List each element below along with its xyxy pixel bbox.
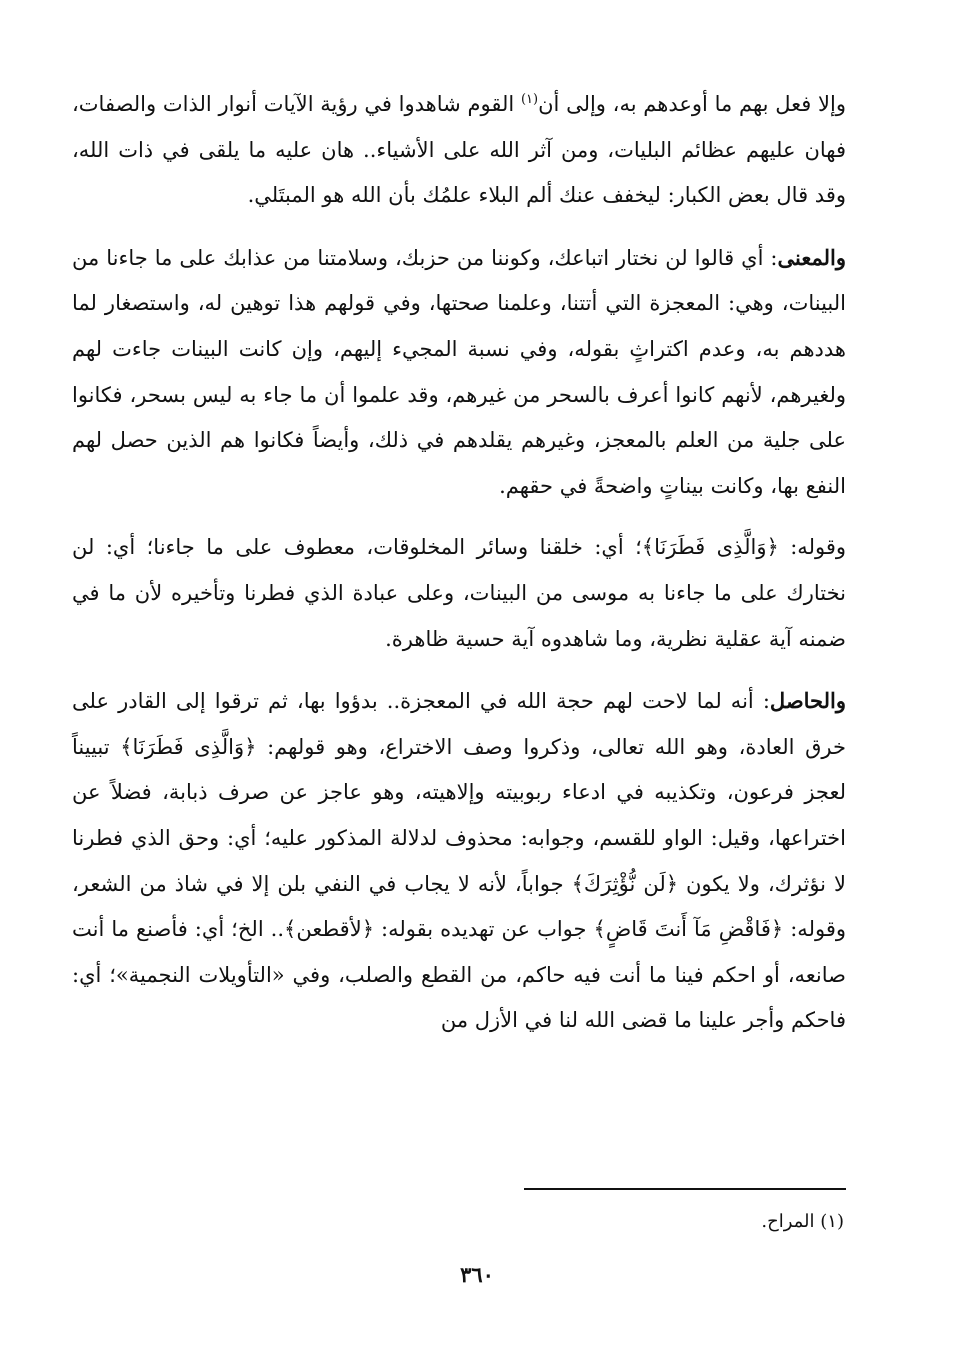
paragraph-4 [72,678,846,1044]
footnote-marker: (١) [820,1211,844,1232]
page-number: ٣٦٠ [460,1262,494,1287]
paragraph-1 [72,82,846,219]
footnote [344,1206,844,1238]
paragraph-4-text: : أنه لما لاحت لهم حجة الله في المعجزة.. بدؤوا بها، ثم ترقوا إلى القادر على خرق العادة، وهو الله تعالى، وذكروا وصف الاختراع، وهو قولهم: ﴿وَالَّذِى فَطَرَنَا﴾ تبييناً لعجز فرعون، وتكذيبه في ادعاء ربوبيته وإلاهيته، وهو عاجز عن صرف ذبابة، فضلاً عن اختراعها، وقيل: الواو للقسم، وجوابه: محذوف لدلالة المذكور عليه؛ أي: وحق الذي فطرنا لا نؤثرك، ولا يكون ﴿لَن نُّؤْثِرَكَ﴾ جواباً، لأنه لا يجاب في النفي بلن إلا في شاذ من الشعر، وقوله: ﴿فَاقْضِ مَآ أَنتَ قَاضٍ﴾ جواب عن تهديده بقوله: ﴿لأقطعن﴾.. الخ؛ أي: فأصنع ما أنت صانعه، أو احكم فينا ما أنت فيه حاكم، من القطع والصلب، وفي «التأويلات النجمية»؛ أي: فاحكم وأجر علينا ما قضى الله لنا في الأزل من [72,689,846,1033]
paragraph-2-text: : أي قالوا لن نختار اتباعك، وكوننا من حزبك، وسلامتنا من عذابك على ما جاءنا من البينات، وهي: المعجزة التي أتتنا، وعلمنا صحتها، وفي قولهم هذا توهين له، واستصغار لما هددهم به، وعدم اكتراثٍ بقوله، وفي نسبة المجيء إليهم، وإن كانت البينات جاءت لهم ولغيرهم، لأنهم كانوا أعرف بالسحر من غيرهم، وقد علموا أن ما جاء به ليس بسحر، فكانوا على جلية من العلم بالمعجز، وغيرهم يقلدهم في ذلك، وأيضاً فكانوا هم الذين حصل لهم النفع بها، وكانت بيناتٍ واضحةً في حقهم. [72,245,846,498]
paragraph-2 [72,235,846,510]
paragraph-3 [72,525,846,662]
footnote-divider [524,1188,846,1190]
footnote-reference: (١) [520,92,539,107]
paragraph-1-text-end: القوم شاهدوا في رؤية الآيات أنوار الذات والصفات، فهان عليهم عظائم البليات، ومن آثر الله على الأشياء.. هان عليه ما يلقى في ذات الله، وقد قال بعض الكبار: ليخفف عنك ألم البلاء علمُك بأن الله هو المبتَلي. [72,92,846,208]
paragraph-2-lead: والمعنى [777,244,846,270]
paragraph-1-text-start: وإلا فعل بهم ما أوعدهم به، وإلى أن [538,92,846,116]
paragraph-3-text: وقوله: ﴿وَالَّذِى فَطَرَنَا﴾؛ أي: خلقنا وسائر المخلوقات، معطوف على ما جاءنا؛ أي: لن نختارك على ما جاءنا به موسى من البينات، وعلى عبادة الذي فطرنا وتأخيره لأن ما في ضمنه آية عقلية نظرية، وما شاهدوه آية حسية ظاهرة. [72,535,846,651]
paragraph-4-lead: والحاصل [769,688,846,714]
footnote-text: المراح. [761,1211,821,1232]
main-text [72,82,846,1044]
